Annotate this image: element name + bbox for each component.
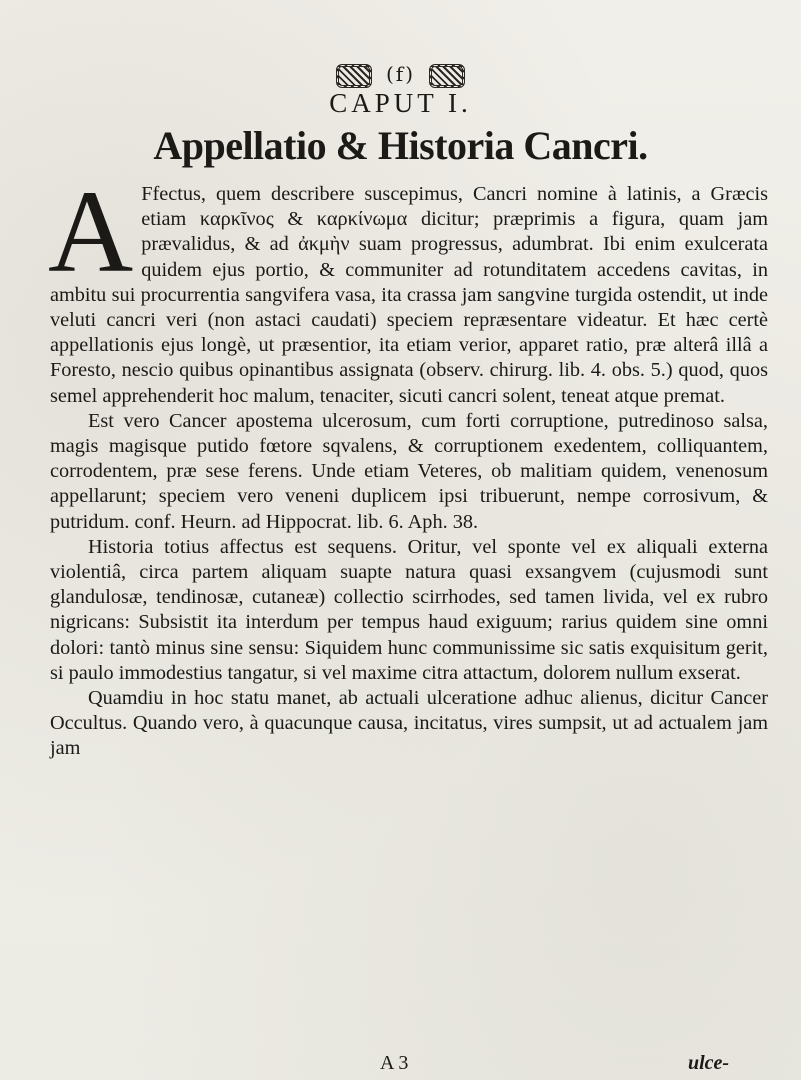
paragraph-4: Quamdiu in hoc statu manet, ab actuali ulceratione adhuc alienus, dicitur Cancer Occultus. Quando vero, à quacunque causa, incitatus, vires sumpsit, ut ad actualem jam jam [50, 687, 768, 760]
catchword: ulce- [688, 1052, 730, 1074]
paragraph-2: Est vero Cancer apostema ulcerosum, cum forti corruptione, putredinoso salsa, magis magisque putido fœtore sqvalens, & corruptionem exedentem, colliquantem, corrodentem, præ sese ferens. Unde etiam Veteres, ob malitiam quidem, venenosum appellarunt; speciem vero veneni duplicem ipsi tribuerunt, nempe corrosivum, & putridum. conf. Heurn. ad Hippocrat. lib. 6. Aph. 38. [50, 409, 768, 533]
paragraph-1-text: Ffectus, quem describere suscepimus, Cancri nomine à latinis, a Græcis etiam καρκῖνος & καρκίνωμα dicitur; præprimis a figura, quam jam prævalidus, & ad ἀκμὴν suam progressus, adumbrat. Ibi enim exulcerata quidem ejus portio, & communiter ad rotunditatem accedens cavitas, in ambitu sui procurrentia sangvifera vasa, ita crassa jam sangvine turgida ostendit, ut inde veluti cancri veri (non astaci caudati) speciem repræsentare videatur. Et hæc certè appellationis ejus longè, ut præsentior, ita etiam verior, apparet ratio, præ alterâ illâ a Foresto, nescio quibus opinantibus assignata (observ. chirurg. lib. 4. obs. 5.) quod, quos semel apprehenderit hoc malum, tenaciter, sicuti cancri solent, teneat atque premat. [50, 183, 768, 407]
body-text [48, 166, 768, 762]
paragraph-1 [48, 166, 768, 409]
drop-cap: A [48, 166, 134, 297]
paragraph-3: Historia totius affectus est sequens. Oritur, vel sponte vel ex aliquali externa violentiâ, circa partem aliquam suapte natura quasi exsangvem (cujusmodi sunt glandulosæ, tendinosæ, cutaneæ) collectio scirrhodes, sed tamen livida, vel ex rubro nigricans: Subsistit ita interdum per tempus haud exiguum; rarius quidem sine omni dolori: tantò minus sine sensu: Siquidem hunc communissime sic satis exquisitum gerit, si paulo immodestius tangatur, si vel maxime citra attactum, dolorem nullum exserat. [50, 535, 768, 684]
left-ornament-icon [336, 64, 372, 88]
header-ornament [0, 62, 801, 88]
chapter-heading: CAPUT I. [329, 88, 472, 118]
page-marker: (f) [385, 62, 415, 86]
signature-mark: A 3 [380, 1052, 409, 1074]
right-ornament-icon [429, 64, 465, 88]
page-title: Appellatio & Historia Cancri. [153, 123, 648, 168]
